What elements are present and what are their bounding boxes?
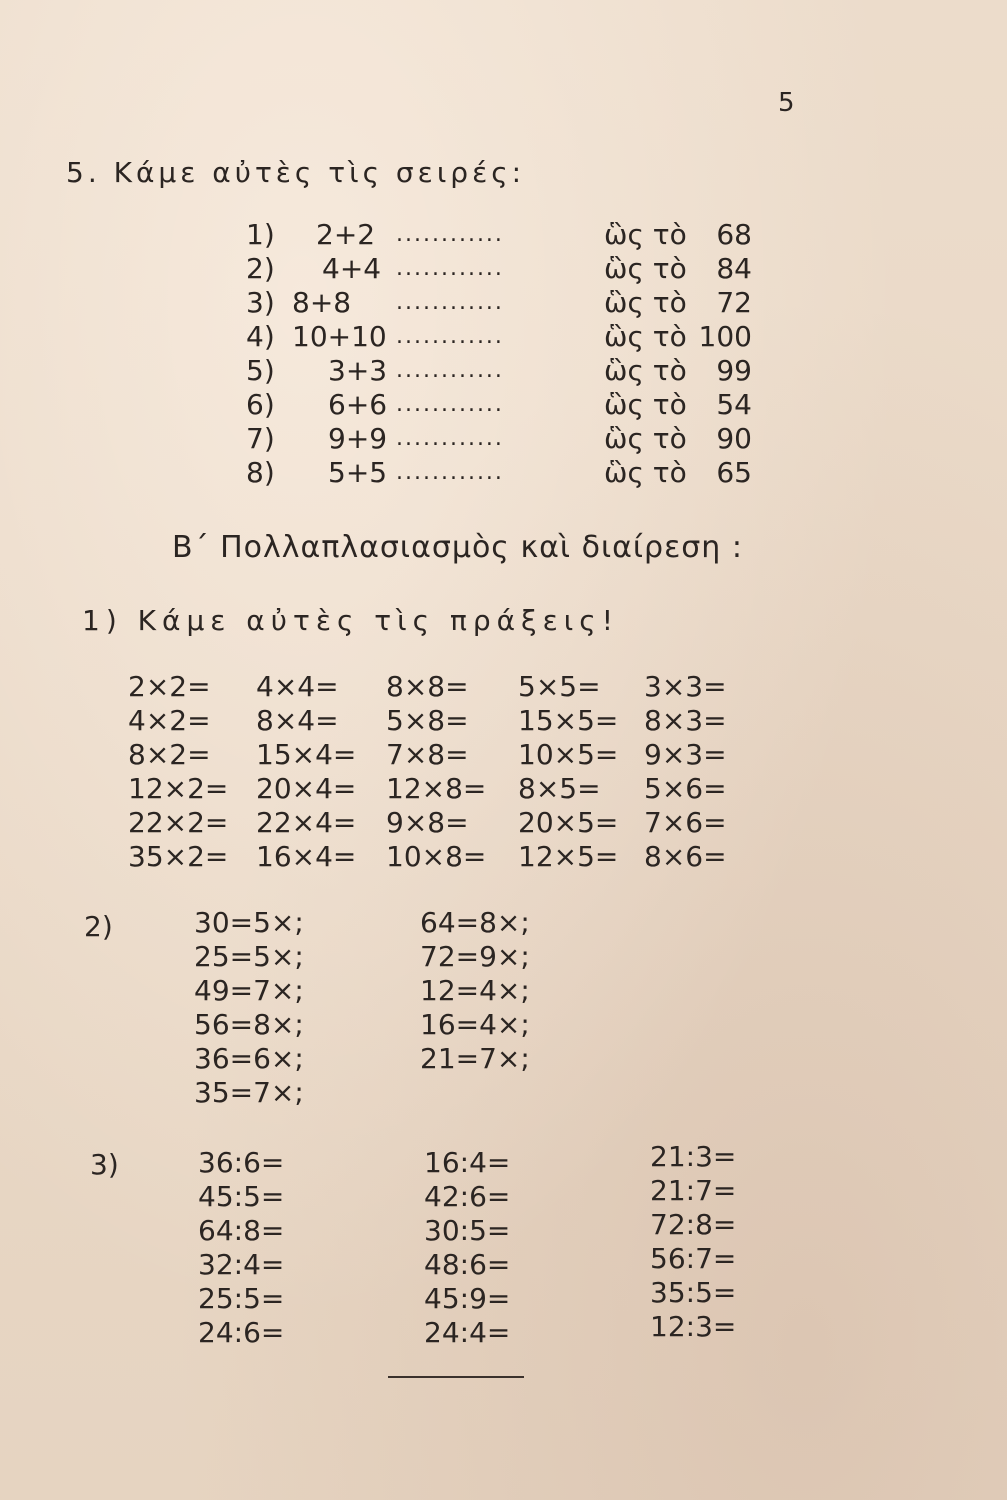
multiplication-item: 5×5= — [518, 670, 601, 703]
division-item: 64:8= — [198, 1214, 285, 1247]
series-expression: 5+5 — [328, 456, 388, 489]
until-label: ὣς τὸ — [604, 354, 687, 387]
dot-leader: ............ — [396, 290, 504, 315]
division-item: 24:4= — [424, 1316, 511, 1349]
page-number: 5 — [778, 88, 795, 118]
until-label: ὣς τὸ — [604, 456, 687, 489]
division-item: 32:4= — [198, 1248, 285, 1281]
multiplication-item: 20×4= — [256, 772, 357, 805]
series-expression: 6+6 — [328, 388, 388, 421]
multiplication-item: 10×8= — [386, 840, 487, 873]
division-item: 56:7= — [650, 1242, 737, 1275]
factor-item: 56=8×; — [194, 1008, 304, 1041]
division-item: 36:6= — [198, 1146, 285, 1179]
multiplication-item: 20×5= — [518, 806, 619, 839]
multiplication-item: 7×8= — [386, 738, 469, 771]
multiplication-item: 8×5= — [518, 772, 601, 805]
factor-item: 25=5×; — [194, 940, 304, 973]
row-number: 5) — [246, 354, 275, 387]
multiplication-item: 9×8= — [386, 806, 469, 839]
target-number: 65 — [716, 456, 752, 489]
series-row — [0, 422, 1007, 456]
division-item: 16:4= — [424, 1146, 511, 1179]
until-label: ὣς τὸ — [604, 422, 687, 455]
division-item: 21:3= — [650, 1140, 737, 1173]
dot-leader: ............ — [396, 426, 504, 451]
multiplication-item: 8×8= — [386, 670, 469, 703]
row-number: 6) — [246, 388, 275, 421]
multiplication-item: 15×5= — [518, 704, 619, 737]
multiplication-item: 15×4= — [256, 738, 357, 771]
division-item: 42:6= — [424, 1180, 511, 1213]
until-label: ὣς τὸ — [604, 320, 687, 353]
division-item: 21:7= — [650, 1174, 737, 1207]
dot-leader: ............ — [396, 392, 504, 417]
series-row — [0, 320, 1007, 354]
row-number: 1) — [246, 218, 275, 251]
target-number: 99 — [716, 354, 752, 387]
dot-leader: ............ — [396, 358, 504, 383]
multiplication-item: 16×4= — [256, 840, 357, 873]
exercise-1-title: 1) Κάμε αὐτὲς τὶς πράξεις! — [82, 604, 619, 637]
multiplication-item: 9×3= — [644, 738, 727, 771]
series-row — [0, 252, 1007, 286]
multiplication-item: 4×4= — [256, 670, 339, 703]
factor-item: 21=7×; — [420, 1042, 530, 1075]
division-item: 35:5= — [650, 1276, 737, 1309]
row-number: 2) — [246, 252, 275, 285]
multiplication-item: 35×2= — [128, 840, 229, 873]
series-expression: 3+3 — [328, 354, 388, 387]
series-row — [0, 286, 1007, 320]
dot-leader: ............ — [396, 324, 504, 349]
factor-item: 72=9×; — [420, 940, 530, 973]
series-row — [0, 218, 1007, 252]
series-expression: 4+4 — [322, 252, 382, 285]
row-number: 7) — [246, 422, 275, 455]
division-item: 24:6= — [198, 1316, 285, 1349]
multiplication-item: 7×6= — [644, 806, 727, 839]
series-row — [0, 456, 1007, 490]
division-item: 45:9= — [424, 1282, 511, 1315]
multiplication-item: 8×3= — [644, 704, 727, 737]
until-label: ὣς τὸ — [604, 252, 687, 285]
dot-leader: ............ — [396, 256, 504, 281]
section-b-title: Β΄ Πολλαπλασιασμὸς καὶ διαίρεση : — [172, 530, 743, 565]
division-item: 25:5= — [198, 1282, 285, 1315]
until-label: ὣς τὸ — [604, 286, 687, 319]
multiplication-item: 12×8= — [386, 772, 487, 805]
factor-item: 49=7×; — [194, 974, 304, 1007]
row-number: 8) — [246, 456, 275, 489]
target-number: 54 — [716, 388, 752, 421]
multiplication-item: 8×6= — [644, 840, 727, 873]
series-expression: 10+10 — [292, 320, 387, 353]
multiplication-item: 22×4= — [256, 806, 357, 839]
division-item: 45:5= — [198, 1180, 285, 1213]
target-number: 100 — [698, 320, 752, 353]
multiplication-item: 12×2= — [128, 772, 229, 805]
dot-leader: ............ — [396, 460, 504, 485]
until-label: ὣς τὸ — [604, 388, 687, 421]
division-item: 72:8= — [650, 1208, 737, 1241]
target-number: 72 — [716, 286, 752, 319]
factor-item: 35=7×; — [194, 1076, 304, 1109]
until-label: ὣς τὸ — [604, 218, 687, 251]
series-expression: 9+9 — [328, 422, 388, 455]
exercise-2-label: 2) — [84, 910, 113, 943]
division-item: 12:3= — [650, 1310, 737, 1343]
multiplication-item: 5×8= — [386, 704, 469, 737]
row-number: 3) — [246, 286, 275, 319]
multiplication-item: 8×4= — [256, 704, 339, 737]
row-number: 4) — [246, 320, 275, 353]
dot-leader: ............ — [396, 222, 504, 247]
factor-item: 36=6×; — [194, 1042, 304, 1075]
factor-item: 64=8×; — [420, 906, 530, 939]
series-expression: 8+8 — [292, 286, 352, 319]
multiplication-item: 8×2= — [128, 738, 211, 771]
multiplication-item: 3×3= — [644, 670, 727, 703]
exercise-5-title: 5. Κάμε αὐτὲς τὶς σειρές: — [66, 156, 526, 189]
target-number: 90 — [716, 422, 752, 455]
series-row — [0, 354, 1007, 388]
target-number: 68 — [716, 218, 752, 251]
factor-item: 30=5×; — [194, 906, 304, 939]
multiplication-item: 5×6= — [644, 772, 727, 805]
end-rule — [388, 1376, 524, 1378]
factor-item: 16=4×; — [420, 1008, 530, 1041]
series-row — [0, 388, 1007, 422]
division-item: 30:5= — [424, 1214, 511, 1247]
multiplication-item: 10×5= — [518, 738, 619, 771]
multiplication-item: 12×5= — [518, 840, 619, 873]
division-item: 48:6= — [424, 1248, 511, 1281]
multiplication-item: 2×2= — [128, 670, 211, 703]
series-expression: 2+2 — [316, 218, 376, 251]
multiplication-item: 22×2= — [128, 806, 229, 839]
exercise-3-label: 3) — [90, 1148, 119, 1181]
target-number: 84 — [716, 252, 752, 285]
factor-item: 12=4×; — [420, 974, 530, 1007]
multiplication-item: 4×2= — [128, 704, 211, 737]
